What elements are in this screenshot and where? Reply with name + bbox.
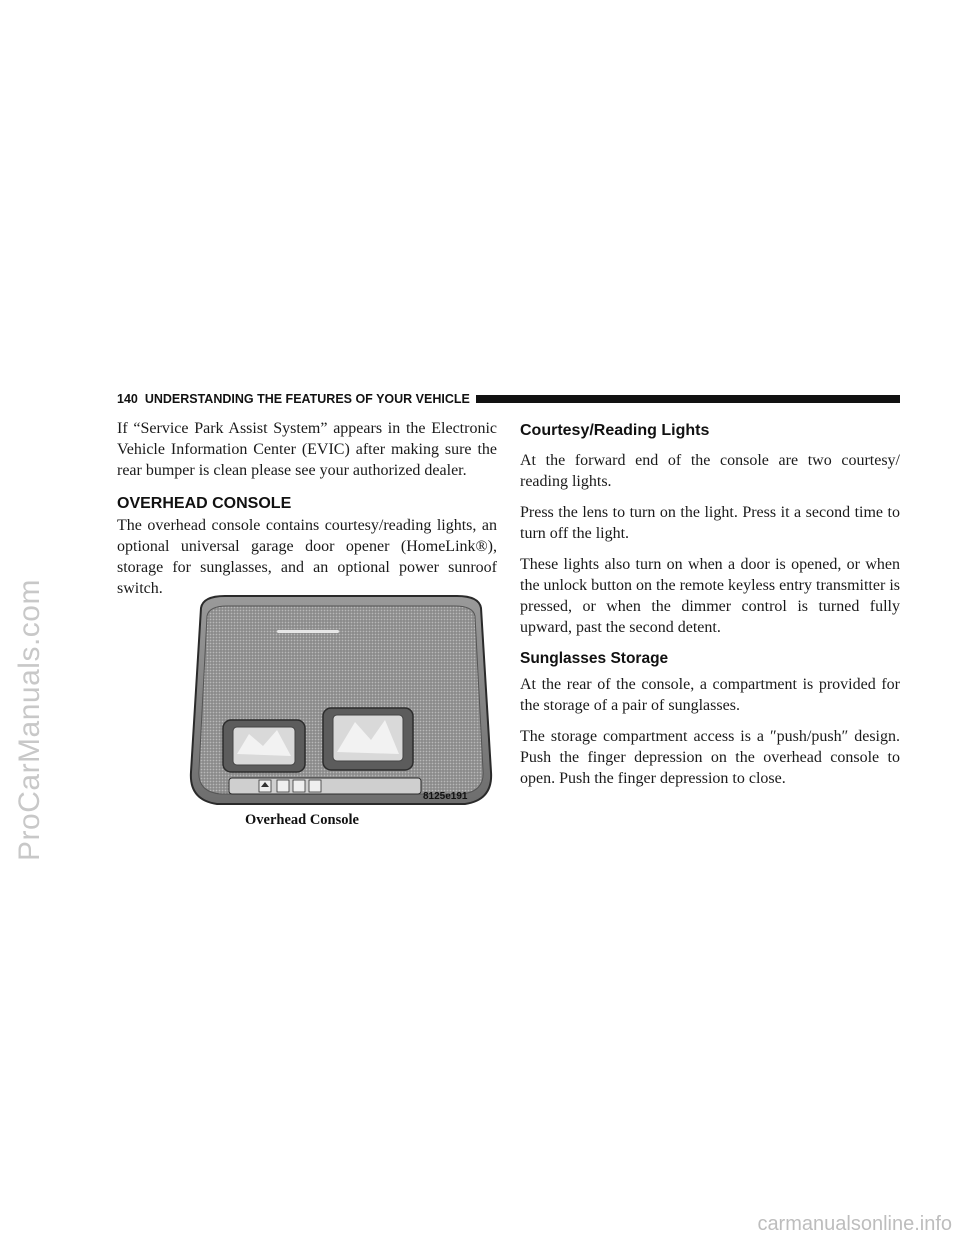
figure-caption: Overhead Console [245, 812, 359, 828]
overhead-console-heading: OVERHEAD CONSOLE [117, 495, 292, 512]
header-rule [476, 395, 900, 403]
button-one-icon [277, 780, 289, 792]
bottom-watermark: carmanualsonline.info [757, 1213, 952, 1235]
sunglasses-paragraph-2: The storage compartment access is a ″push/push″ design. Push the finger depression on the overhead console to open. Push the finger depression to close. [520, 728, 900, 787]
page-number: 140 UNDERSTANDING THE FEATURES OF YOUR VEHICLE [117, 392, 470, 406]
side-watermark [2, 500, 58, 940]
console-slot [277, 630, 339, 633]
side-watermark-text: ProCarManuals.com [13, 579, 46, 861]
left-column [117, 418, 497, 609]
homelink-button-strip [229, 778, 421, 794]
figure-code: 8125e191 [423, 791, 468, 802]
page-header [117, 390, 900, 408]
courtesy-lights-heading: Courtesy/Reading Lights [520, 422, 710, 439]
right-column [520, 418, 900, 799]
header-title: UNDERSTANDING THE FEATURES OF YOUR VEHICLE [144, 392, 470, 406]
courtesy-paragraph-2: Press the lens to turn on the light. Press it a second time to turn off the light. [520, 504, 900, 542]
button-two-icon [293, 780, 305, 792]
button-three-icon [309, 780, 321, 792]
courtesy-paragraph-1: At the forward end of the console are two courtesy/ reading lights. [520, 452, 900, 490]
intro-paragraph: If “Service Park Assist System” appears in the Electronic Vehicle Information Center (EVIC) after making sure the rear bumper is clean please see your authorized dealer. [117, 420, 497, 479]
overhead-console-paragraph: The overhead console contains courtesy/reading lights, an optional universal garage door opener (HomeLink®), storage for sunglasses, and an optional power sunroof switch. [117, 517, 497, 597]
sunglasses-paragraph-1: At the rear of the console, a compartment is provided for the storage of a pair of sunglasses. [520, 676, 900, 714]
sunglasses-storage-heading: Sunglasses Storage [520, 650, 669, 667]
courtesy-paragraph-3: These lights also turn on when a door is opened, or when the unlock button on the remote keyless entry transmitter is pressed, or when the dimmer control is turned fully upward, past the second detent. [520, 556, 900, 636]
